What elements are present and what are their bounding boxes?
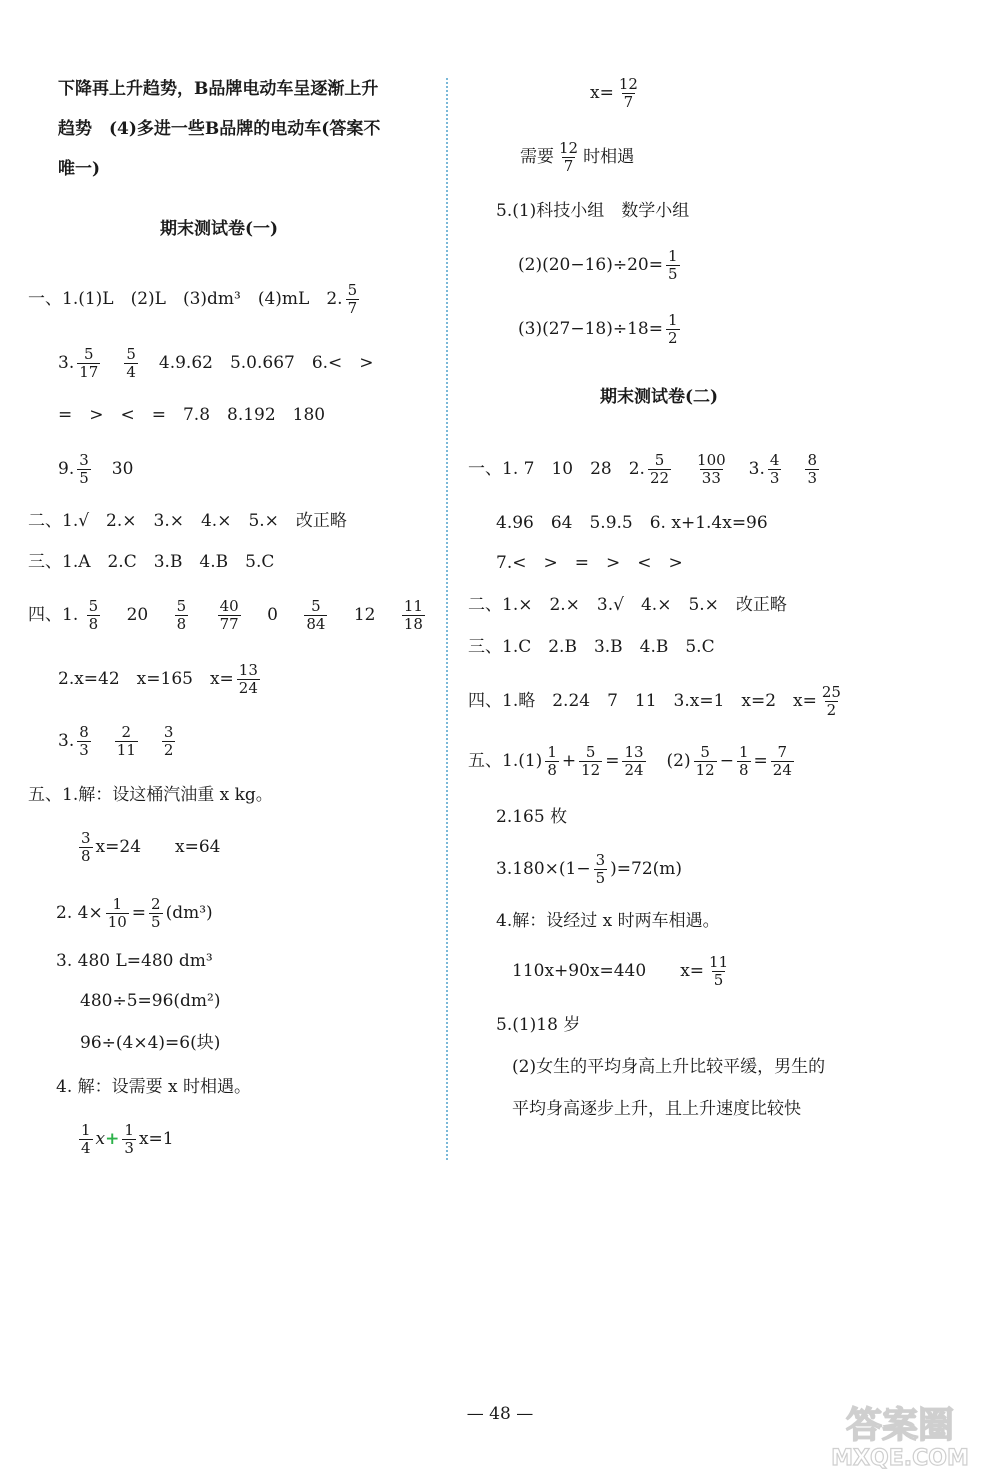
exam1-part4-line2: 2.x=42 x=165 x= $\frac{13}{24}$	[58, 661, 258, 697]
exam1-part5-q1-equation: $\frac{3}{8}$ x=24 x=64	[81, 829, 221, 865]
exam1-part3: 三、1.A 2.C 3.B 4.B 5.C	[28, 552, 275, 572]
exam2-part5-q2: 2.165 枚	[496, 807, 568, 827]
fraction: $\frac{2}{5}$	[151, 895, 161, 931]
fraction: $\frac{1}{5}$	[667, 247, 678, 283]
fraction: $\frac{25}{2}$	[821, 683, 841, 719]
exam1-part5-q3-line3: 96÷(4×4)=6(块)	[80, 1033, 221, 1053]
exam1-part5-q1: 五、1.解：设这桶汽油重 x kg。	[28, 785, 273, 805]
fraction: $\frac{11}{18}$	[403, 597, 423, 633]
exam1-part1-line3: = > < = 7.8 8.192 180	[58, 405, 326, 425]
fraction: $\frac{5}{22}$	[649, 451, 670, 487]
exam1-part5-q4-equation: $\frac{1}{4}$ x+ $\frac{1}{3}$ x=1	[81, 1121, 174, 1157]
exam2-part4: 四、1.略 2.24 7 11 3.x=1 x=2 x= $\frac{25}{2}$	[468, 683, 841, 719]
watermark-text-url: MXQE.COM	[831, 1446, 969, 1470]
fraction: $\frac{1}{8}$	[547, 743, 557, 779]
fraction: $\frac{100}{33}$	[697, 451, 726, 487]
fraction: $\frac{12}{7}$	[618, 75, 638, 111]
exam1-part1-line1: 一、1.(1)L (2)L (3)dm³ (4)mL 2. $\frac{5}{7}$	[28, 281, 358, 317]
right-q5-part3: (3)(27−18)÷18= $\frac{1}{2}$	[518, 311, 678, 347]
fraction: $\frac{13}{24}$	[624, 743, 644, 779]
left-line-1: 下降再上升趋势，B品牌电动车呈逐渐上升	[58, 79, 379, 99]
exam2-part5-q4-equation: 110x+90x=440 x= $\frac{11}{5}$	[512, 953, 729, 989]
fraction: $\frac{5}{17}$	[79, 345, 99, 381]
fraction: $\frac{5}{84}$	[306, 597, 326, 633]
exam1-part5-q2: 2. 4× $\frac{1}{10}$ = $\frac{2}{5}$ (dm³)	[56, 895, 213, 931]
column-divider	[446, 78, 448, 1160]
fraction: $\frac{5}{7}$	[347, 281, 358, 317]
fraction: $\frac{8}{3}$	[79, 723, 89, 759]
fraction: $\frac{8}{3}$	[807, 451, 817, 487]
exam2-part5-q4: 4.解：设经过 x 时两车相遇。	[496, 911, 720, 931]
fraction: $\frac{13}{24}$	[238, 661, 258, 697]
fraction: $\frac{7}{24}$	[772, 743, 792, 779]
fraction: $\frac{3}{5}$	[79, 451, 89, 487]
section-title-exam-2: 期末测试卷(二)	[600, 387, 719, 407]
exam2-part5-q5-part1: 5.(1)18 岁	[496, 1015, 581, 1035]
exam2-part3: 三、1.C 2.B 3.B 4.B 5.C	[468, 637, 715, 657]
fraction: $\frac{1}{2}$	[667, 311, 678, 347]
fraction: $\frac{40}{77}$	[219, 597, 239, 633]
exam2-part5-q3: 3.180×(1− $\frac{3}{5}$ )=72(m)	[496, 851, 683, 887]
fraction: $\frac{3}{8}$	[81, 829, 91, 865]
exam1-part4-line3: 3. $\frac{8}{3}$ $\frac{2}{11}$ $\frac{3}{2}$	[58, 723, 174, 759]
exam2-part5-q5-part2-line1: (2)女生的平均身高上升比较平缓，男生的	[512, 1057, 826, 1077]
fraction: $\frac{4}{3}$	[769, 451, 780, 487]
fraction: $\frac{3}{2}$	[163, 723, 174, 759]
exam1-part1-line2: 3. $\frac{5}{17}$ $\frac{5}{4}$ 4.9.62 5.0.667 6.< >	[58, 345, 374, 381]
right-answer-meet-time: 需要 $\frac{12}{7}$ 时相遇	[520, 139, 635, 175]
exam1-part4-line1: 四、1. $\frac{5}{8}$ 20 $\frac{5}{8}$ $\frac{40}{77}$ 0 $\frac{5}{84}$ 12 $\frac{11}{18}$	[28, 597, 423, 633]
fraction: $\frac{1}{8}$	[738, 743, 749, 779]
exam2-part1-line2: 4.96 64 5.9.5 6. x+1.4x=96	[496, 513, 768, 533]
exam2-part2: 二、1.× 2.× 3.√ 4.× 5.× 改正略	[468, 595, 787, 615]
exam2-part5-q1: 五、1.(1) $\frac{1}{8}$ + $\frac{5}{12}$ = $\frac{13}{24}$ (2) $\frac{5}{12}$ − $\frac{1}{8}$ = $\frac{7}{24}$	[468, 743, 792, 779]
fraction: $\frac{1}{3}$	[124, 1121, 134, 1157]
fraction: $\frac{5}{4}$	[126, 345, 136, 381]
left-line-3: 唯一)	[58, 159, 101, 179]
fraction: $\frac{5}{12}$	[581, 743, 601, 779]
right-equation-x-12-7: x= $\frac{12}{7}$	[590, 75, 638, 111]
exam1-part1-line4: 9. $\frac{3}{5}$ 30	[58, 451, 134, 487]
fraction: $\frac{5}{8}$	[88, 597, 99, 633]
fraction: $\frac{1}{10}$	[107, 895, 127, 931]
fraction: $\frac{5}{12}$	[695, 743, 715, 779]
watermark-logo	[810, 1395, 990, 1470]
fraction: $\frac{12}{7}$	[559, 139, 579, 175]
right-q5-part1: 5.(1)科技小组 数学小组	[496, 201, 690, 221]
fraction: $\frac{5}{8}$	[176, 597, 187, 633]
exam2-part1-line3: 7.< > = > < >	[496, 553, 683, 573]
exam1-part5-q3-line2: 480÷5=96(dm²)	[80, 991, 221, 1011]
fraction: $\frac{1}{4}$	[81, 1121, 91, 1157]
exam2-part5-q5-part2-line2: 平均身高逐步上升，且上升速度比较快	[512, 1099, 801, 1119]
watermark-text-cn: 答案圈	[845, 1405, 955, 1446]
exam1-part2: 二、1.√ 2.× 3.× 4.× 5.× 改正略	[28, 511, 347, 531]
fraction: $\frac{2}{11}$	[116, 723, 136, 759]
page-number: — 48 —	[466, 1404, 534, 1424]
fraction: $\frac{3}{5}$	[595, 851, 606, 887]
exam1-part5-q4: 4. 解：设需要 x 时相遇。	[56, 1077, 252, 1097]
section-title-exam-1: 期末测试卷(一)	[160, 219, 279, 239]
fraction: $\frac{11}{5}$	[709, 953, 729, 989]
exam1-part5-q3-line1: 3. 480 L=480 dm³	[56, 951, 213, 971]
exam2-part1-line1: 一、1. 7 10 28 2. $\frac{5}{22}$ $\frac{100}{33}$ 3. $\frac{4}{3}$ $\frac{8}{3}$	[468, 451, 817, 487]
left-line-2: 趋势 (4)多进一些B品牌的电动车(答案不	[58, 119, 381, 139]
right-q5-part2: (2)(20−16)÷20= $\frac{1}{5}$	[518, 247, 678, 283]
